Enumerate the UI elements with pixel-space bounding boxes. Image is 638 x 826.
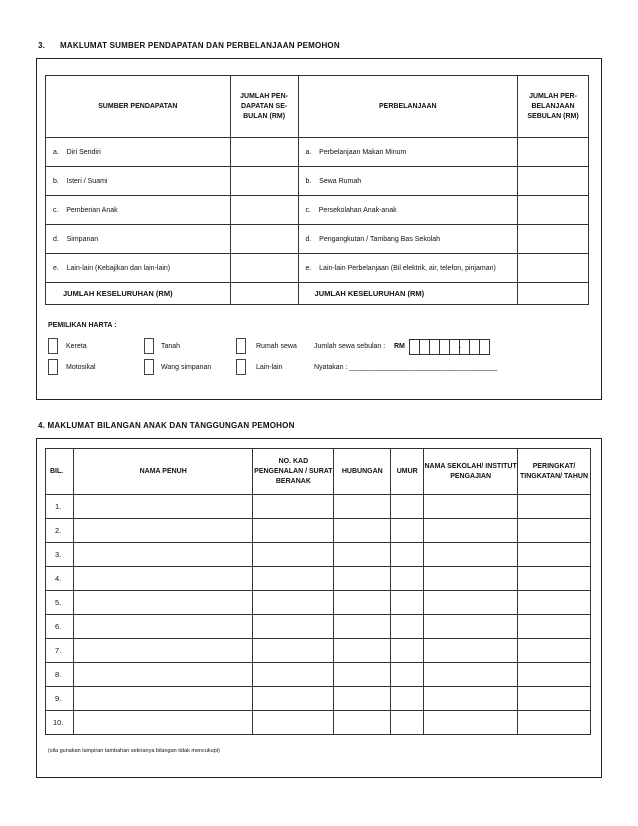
cell-umur[interactable] [391,711,424,735]
income-expense-table [45,75,589,305]
label-nyatakan[interactable]: Nyatakan : ______________________________________ [314,364,498,371]
cell-kad[interactable] [253,591,334,615]
cell-kad[interactable] [253,687,334,711]
dependant-row [46,663,591,687]
cell-nama[interactable] [73,567,252,591]
income-amount-cell[interactable] [230,196,298,225]
expense-letter: c. [305,206,311,214]
cell-nama[interactable] [73,591,252,615]
checkbox-tanah[interactable] [144,338,154,354]
cell-sekolah[interactable] [424,591,518,615]
row-number: 5. [46,591,74,615]
cell-nama[interactable] [73,543,252,567]
cell-peringkat[interactable] [518,615,591,639]
cell-peringkat[interactable] [518,639,591,663]
cell-kad[interactable] [253,639,334,663]
income-letter: b. [53,177,59,185]
cell-nama[interactable] [73,519,252,543]
cell-sekolah[interactable] [424,543,518,567]
income-amount-cell[interactable] [230,167,298,196]
cell-peringkat[interactable] [518,591,591,615]
cell-peringkat[interactable] [518,687,591,711]
cell-umur[interactable] [391,591,424,615]
cell-peringkat[interactable] [518,495,591,519]
cell-sekolah[interactable] [424,519,518,543]
cell-kad[interactable] [253,711,334,735]
dependant-row [46,519,591,543]
checkbox-motosikal[interactable] [48,359,58,375]
cell-hubungan[interactable] [334,567,391,591]
checkbox-kereta[interactable] [48,338,58,354]
cell-umur[interactable] [391,495,424,519]
cell-umur[interactable] [391,663,424,687]
expense-amount-cell[interactable] [518,138,589,167]
row-number: 9. [46,687,74,711]
cell-hubungan[interactable] [334,615,391,639]
dependant-row [46,567,591,591]
expense-label: Lain-lain Perbelanjaan (Bil elektrik, air, telefon, pinjaman) [319,264,496,272]
dependant-row [46,543,591,567]
rent-amount-boxes[interactable] [410,338,490,356]
label-rm: RM [394,343,405,350]
cell-peringkat[interactable] [518,519,591,543]
cell-peringkat[interactable] [518,567,591,591]
row-number: 10. [46,711,74,735]
cell-kad[interactable] [253,543,334,567]
row-number: 3. [46,543,74,567]
income-expense-row [46,254,589,283]
cell-hubungan[interactable] [334,495,391,519]
income-expense-row [46,196,589,225]
cell-umur[interactable] [391,615,424,639]
dependant-row [46,639,591,663]
income-expense-row [46,138,589,167]
cell-umur[interactable] [391,519,424,543]
label-rumah-sewa: Rumah sewa [256,343,297,350]
dependant-row [46,615,591,639]
cell-sekolah[interactable] [424,615,518,639]
label-wang-simpanan: Wang simpanan [161,364,212,371]
income-source-label: Simpanan [66,235,99,243]
expense-letter: a. [305,148,312,156]
income-source-label: Pemberian Anak [66,206,118,214]
cell-nama[interactable] [73,663,252,687]
section-3-title: MAKLUMAT SUMBER PENDAPATAN DAN PERBELANJAAN PEMOHON [60,41,340,50]
cell-kad[interactable] [253,663,334,687]
cell-nama[interactable] [73,495,252,519]
cell-hubungan[interactable] [334,519,391,543]
header-no-kad: NO. KAD PENGENALAN / SURAT BERANAK [253,449,334,495]
cell-kad[interactable] [253,519,334,543]
row-number: 6. [46,615,74,639]
cell-umur[interactable] [391,543,424,567]
row-number: 7. [46,639,74,663]
cell-nama[interactable] [73,711,252,735]
header-hubungan: HUBUNGAN [334,449,391,495]
income-source-label: Lain-lain (Kebajikan dan lain-lain) [66,264,171,272]
rent-digit-box[interactable] [479,339,490,355]
expense-amount-cell[interactable] [518,167,589,196]
cell-umur[interactable] [391,567,424,591]
section-4-title: 4. MAKLUMAT BILANGAN ANAK DAN TANGGUNGAN PEMOHON [38,421,295,430]
cell-umur[interactable] [391,687,424,711]
row-number: 1. [46,495,74,519]
header-monthly-expense: JUMLAH PER-BELANJAAN SEBULAN (RM) [518,76,589,138]
cell-sekolah[interactable] [424,495,518,519]
cell-nama[interactable] [73,687,252,711]
cell-peringkat[interactable] [518,663,591,687]
checkbox-lain-lain[interactable] [236,359,246,375]
cell-kad[interactable] [253,495,334,519]
label-motosikal: Motosikal [66,364,96,371]
income-letter: d. [53,235,59,243]
cell-sekolah[interactable] [424,663,518,687]
total-income-label: JUMLAH KESELURUHAN (RM) [46,283,231,305]
cell-sekolah[interactable] [424,639,518,663]
cell-hubungan[interactable] [334,591,391,615]
income-letter: c. [53,206,59,214]
cell-hubungan[interactable] [334,543,391,567]
header-monthly-income: JUMLAH PEN-DAPATAN SE-BULAN (RM) [230,76,298,138]
total-expense-label: JUMLAH KESELURUHAN (RM) [298,283,518,305]
cell-hubungan[interactable] [334,663,391,687]
expense-amount-cell[interactable] [518,254,589,283]
dependant-row [46,591,591,615]
cell-nama[interactable] [73,639,252,663]
header-umur: UMUR [391,449,424,495]
dependant-row [46,495,591,519]
expense-letter: d. [305,235,312,243]
expense-label: Sewa Rumah [319,177,362,185]
header-nama-sekolah: NAMA SEKOLAH/ INSTITUT PENGAJIAN [424,449,518,495]
income-letter: e. [53,264,59,272]
cell-umur[interactable] [391,639,424,663]
label-kereta: Kereta [66,343,87,350]
income-amount-cell[interactable] [230,225,298,254]
income-amount-cell[interactable] [230,254,298,283]
label-lain-lain: Lain-lain [256,364,283,371]
label-rent-amount: Jumlah sewa sebulan : [314,343,386,350]
row-number: 8. [46,663,74,687]
income-source-label: Diri Sendiri [66,148,101,156]
attachment-note: (sila gunakan lampiran tambahan sekiranya bilangan tidak mencukupi) [48,748,220,754]
header-nama-penuh: NAMA PENUH [73,449,252,495]
header-expenses: PERBELANJAAN [298,76,518,138]
expense-label: Persekolahan Anak-anak [318,206,397,214]
header-source: SUMBER PENDAPATAN [46,76,231,138]
income-expense-row [46,225,589,254]
dependants-table [45,448,591,735]
total-row [46,283,589,305]
expense-letter: e. [305,264,312,272]
cell-hubungan[interactable] [334,711,391,735]
assets-title: PEMILIKAN HARTA : [48,322,117,329]
header-peringkat: PERINGKAT/ TINGKATAN/ TAHUN [518,449,591,495]
dependant-row [46,687,591,711]
total-income-amount-cell[interactable] [230,283,298,305]
cell-peringkat[interactable] [518,711,591,735]
rent-decimal-point: . [459,343,461,350]
row-number: 2. [46,519,74,543]
cell-kad[interactable] [253,567,334,591]
income-amount-cell[interactable] [230,138,298,167]
cell-peringkat[interactable] [518,543,591,567]
income-expense-header-row [46,76,589,138]
cell-sekolah[interactable] [424,567,518,591]
dependants-header-row [46,449,591,495]
income-expense-row [46,167,589,196]
cell-nama[interactable] [73,615,252,639]
total-expense-amount-cell[interactable] [518,283,589,305]
cell-kad[interactable] [253,615,334,639]
checkbox-rumah-sewa[interactable] [236,338,246,354]
expense-label: Perbelanjaan Makan Minum [319,148,407,156]
section-3-number: 3. [38,41,46,50]
label-tanah: Tanah [161,343,181,350]
dependant-row [46,711,591,735]
income-source-label: Isteri / Suami [66,177,108,185]
header-bil: BIL. [46,449,74,495]
expense-amount-cell[interactable] [518,196,589,225]
row-number: 4. [46,567,74,591]
cell-hubungan[interactable] [334,687,391,711]
checkbox-wang-simpanan[interactable] [144,359,154,375]
expense-amount-cell[interactable] [518,225,589,254]
cell-sekolah[interactable] [424,711,518,735]
income-letter: a. [53,148,59,156]
cell-sekolah[interactable] [424,687,518,711]
expense-label: Pengangkutan / Tambang Bas Sekolah [319,235,441,243]
cell-hubungan[interactable] [334,639,391,663]
expense-letter: b. [305,177,312,185]
